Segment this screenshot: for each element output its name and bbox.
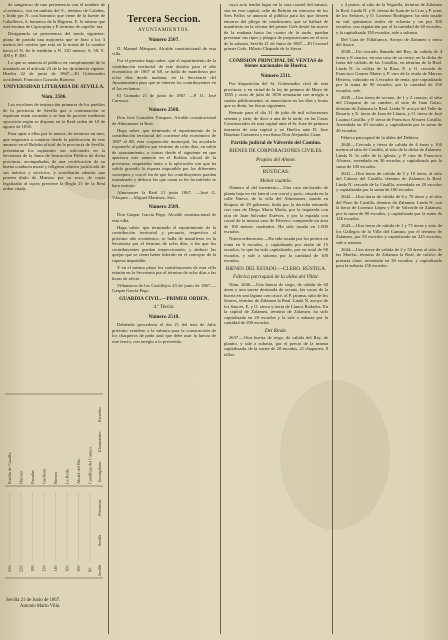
paragraph: Debiendo procederse el dia 21 del mes de Julio próximo venidero a la subasta para la construcción de los chaqueros de paño azul que debe usar la fuerza de este tercio, con arreglo a lo prevenido. xyxy=(112,322,216,344)
table-cell-amount: 100 xyxy=(76,565,81,572)
table-header-town: Guillena xyxy=(41,468,47,484)
paragraph: Y en el mismo plazo los contribuyentes de esta villa estarán en la Secretaria por el término de ocho días a las horas de oficio. xyxy=(112,264,216,281)
paragraph: Por disposición del Sr. Gobernador civil de esta provincia, y en virtud de la ley de primero de Mayo de 1855 y otras de julio de 1856 rematarán con arreglo a cuanto públicamente, se anunciaron en los días y horas que se dirán, las fincas siguientes. xyxy=(224,81,328,108)
bold-heading: Partido judicial de Valverde del Camino. xyxy=(230,139,322,146)
paragraph: y 4 partes, al sitio de la Vegaella, término de Zalamea la Real. Linda N. y E. tierras de Juan de la Cruz y P. otras de los Señores, y O. Lorenzo Rodriguez; ha sido tasada en mil quinientos reales de ochenta y un por 300 escudos; con regulación por el la cantidad de 60 escudos, y la capitalizada 150 escudos, sale a subasta. xyxy=(336,2,442,35)
column-rule xyxy=(332,4,333,634)
table-header-town: Puebla de Cazalla xyxy=(7,452,12,484)
paragraph: Designando su pertenencia del modo siguiente: punto de partida una mojonera que se hizo a los 3 metros del crestón que está en la mitad de la cumbre hacia el N. Se le medirán a N. 150 metros; S. 50; E. 100 y P. 300. xyxy=(3,31,105,58)
notice-number: Número 2511. xyxy=(260,72,292,79)
table-cell-amount: 190 xyxy=(30,565,35,572)
notice-number: Núm. 2506. xyxy=(41,93,67,100)
bold-heading: COMISION PRINCIPAL DE VENTAS de bienes nacionales de Huelva. xyxy=(229,57,323,69)
table-cell-amount: 110 xyxy=(53,565,58,572)
table-cell-amount: 100 xyxy=(64,565,70,572)
table-cell-amount: 250 xyxy=(7,565,12,572)
notice-number: Número 2510. xyxy=(148,313,180,320)
paragraph: Los escolares de instrucción primaria de los pueblos de la provincia de Sevilla que a continuación se expresan están vacantes y se han de proveer mediante oposición según se dispone en la Real orden de 10 de agosto de 1858. xyxy=(3,102,105,129)
section-heading: UNIVERSIDAD LITERARIA DE SEVILLA. xyxy=(3,84,105,90)
table-header-town: Brenes xyxy=(53,471,58,484)
paragraph: 2644.—Una tierra de cabida de 2 y 53 áreas al sitio de las Muelas, término de Zalamea la Real, de cultivo de primera clase; arrendada en 30 escudos, y capitalizado para la subasta 150 escudos. xyxy=(336,246,442,268)
paragraph: 2639.—Una tierra de secano, de 1 y 2 cuartos, al sitio del Chaparro de su cumbre, al sitio de Juan Galzo, término de Zalamea la Real. Linda N. arroyo del Valle de Rosario y E. tierra de Juan de Llanos, y O. tierra de José Lozano Castilla, y P. tierra de Francisco Alvarez Castilla. Arrendada en 40 escudos y capitalizada por la suma de 40 escudos. xyxy=(336,94,442,133)
paragraph: Lo que se anuncia al público en cumplimiento de lo mandado en el artículo 23 de la ley de minería vigente. Huelva 22 de junio de 1867.—El Gobernador accidental, Francisco Gonzalo Romero. xyxy=(3,60,105,82)
paragraph: 2640.—Cercado y tierra de cabida de 4 áreas y 100 metros al sitio de Castilla, al sitio de la dicha de Zalamea. Linda N. la calle de la iglesia, y P. otra de Francisco Alvarez, arrendado en 30 escudos y capitalizado por la suma de 100 escudos. xyxy=(336,141,442,169)
table-row-label: Sevilla xyxy=(97,564,102,576)
paragraph: Villanueva de los Castillejos 23 de junio de 1867.—Gaspar García Pego. xyxy=(112,282,216,293)
paragraph: 2637.—Otra huerta de riego, de cabida del Rey, de plantío, y sale a subasta, por el precio de la misma capitalizada, de la suerte de 20 escudos, 21 chaparros, 8 tallos. xyxy=(224,335,328,357)
paragraph: 2641.—Otra tierra de cabida de 5 y 10 áreas, al sitio del Cabeza del Castillo, término de Zalamea la Real. Linda N. cercado de la Castilla, arrendada en 20 escudos y capitalizada por la suma de 100 escudos. xyxy=(336,170,442,192)
column-4 xyxy=(336,2,442,636)
paragraph: Número al del inventario.—Una casa enclavado de planta baja en vía lateral con corral y pozo, situada en la calle Nueva, de la villa del Almonaster, tasada en bloques de 29 gobierno, linda por la derecha entrando con casa de Diego Maria Marín, por la izquierda con otra de Juan Salvador Estévez, y por la espalda con corral de la misma casa de Herrero; comprende un área de 160 metros cuadrados. Ha sido tasada en 1.000 escudos. xyxy=(224,185,328,234)
paragraph: Hago saber: que terminado el repartimiento de la contribución territorial del corriente año económico de 1867 al 68, esta corporación municipal, ha acordado exponerlo al público por término de ocho días, en salón de ayuntamiento, a contar desde el siguiente en que aparezca este anuncio en el Boletin oficial de la provincia, respetados tanto a la aplicación con que ha salido gravado la riqueza imponible por los diferentes conceptos y con el fin de que los contribuyentes puedan examinarlo y deducir las que crean se les ha inferido se haro notorio. xyxy=(112,127,216,188)
table-header-town: Paradas xyxy=(30,470,35,484)
centered-heading: BIENES DE CORPORACIONES CIVILES. xyxy=(229,148,323,154)
section-subtitle: AYUNTAMIENTOS. xyxy=(137,28,191,33)
schools-table-graphic xyxy=(3,392,105,580)
footer-signature: Antonio Mario Villa. xyxy=(20,604,61,609)
table-cell-amount: 220 xyxy=(18,565,24,572)
table-row-label: Incompletas xyxy=(97,461,102,482)
paragraph: Para optar a ellas por lo menos, de terminar un mes, que empezará a contarse desde la publicación de este anuncio en el Boletín oficial de la provincia de Sevilla, presentaran los aspirantes sus solicitudes en la Secretaria de la Junta de Instrucción Pública de dicha provincia, acompañadas de una certificación de su buena conducta moral y religiosa relativa justificada de sus méritos y servicios, y acreditarán además que poseen título de Maestro por su sexo; de copia legalizada al cuyos previene la Regla 25 de la Real orden citada. xyxy=(3,131,105,191)
table-cell-amount: 80 xyxy=(87,567,93,572)
table-row-label: Escuelas xyxy=(97,407,102,422)
table-row-label: Provincia xyxy=(97,499,102,516)
notice-number: Número 2508. xyxy=(148,106,180,113)
paragraph: Hago saber: que terminado el repartimiento de la contribución territorial y pecuaria, respectivo al próximo año económico, se halla de manifiesto en la Secretaria por el término de ocho días, a fin que los contribuyentes puedan inspeccionarlo, y deducir las quejas que se crean haber inferido en el concepto de la riqueza imponible. xyxy=(112,224,216,263)
paragraph: Fábrica parroquial de la aldea del Dehtera. xyxy=(341,134,420,140)
paragraph: do sangeroso de una pertenencia con el nombre de «Lorenzo», sita en umbria del S., término de Calañas, y linda por N. con barranco que viene de la fuente de Caballeros, S. barranco de la Higuera, E. lo mismo que está encima de Capicopita y P. termino de capella- nia. xyxy=(3,2,105,29)
column-rule xyxy=(220,4,221,634)
paragraph: Remate para el dia 31 de julio de mil ochocientos sesenta y siete, de doce a una de la tarde, en las Casas Consistoriales de esta capital ante el Sr. Juez de primera instancia de esta capital y en Huelva ante D. Jose Baudran Cartaneru y escribano Don Alejandro Cano. xyxy=(224,110,328,137)
italic-heading: Fábrica parroquial de la aldea del Villar. xyxy=(232,274,320,280)
notice-number: Número 2507. xyxy=(148,37,180,43)
column-2 xyxy=(112,2,216,636)
centered-heading: BIENES DEL ESTADO.—CLERO. RÚSTICA. xyxy=(225,265,327,272)
table-header-town: Alcalá del Río xyxy=(76,458,81,484)
separator-rule xyxy=(261,55,291,56)
table-row-label: Elementales xyxy=(97,431,102,452)
table-cell-amount: 150 xyxy=(41,565,47,572)
paragraph: Núm. 2636.—Una huerta de riego, de cabida de 40 áreas y una suerte destinada de secano, las vacas de la huerta en una laguna con cauce, al P. jarama, sitio de los Sauces, término de Zalamea la Real. Linda N. arroyo de los Sauces, E. y O. sierra y tierra de Llanos Rodados. En la capital de Zalamea, término de Zalamea, ha sido capitalizada en 20 escudos y la sale a subasta por la cantidad de 200 escudos. xyxy=(224,281,328,325)
paragraph: Por el presente hago saber: que el repartimiento de la contribución territorial de este distrito para el año económico de 1867 al 68, se halla de manifiesto por ocho días desde mañana, en la Secretaria del Ayuntamiento para que se enteren los contribuyentes en el los reclamos. xyxy=(112,58,216,91)
paragraph: 2642.—Otra tierra de cabida de 6 y 70 áreas y al sitio del Pozo de Castilla, término de Zalamea. Linda N. con la tierra de Lorenzo López y P. de Valverde de Zalamea, por la suma de 90 escudos, y capitalizada por la suma de 126 escudos. xyxy=(336,194,442,221)
centered-heading: 4.º Tercio. xyxy=(153,304,175,310)
table-header-town: Castilleja del Campo xyxy=(87,447,93,484)
schools-table xyxy=(3,392,105,580)
column-rule xyxy=(108,4,109,634)
section-title: Tercera Seccion. xyxy=(127,14,201,25)
centered-heading: RÚSTICAS. xyxy=(262,169,290,175)
paragraph: Del Cura de Villafranca. Arroyo de Zalamea y tierra del Sauce. xyxy=(336,36,442,47)
italic-heading: Del Rinde. xyxy=(264,327,288,334)
paragraph: Nueva ordenacion.—Ha sido tasada por los peritos en renta en 6 escudos, y capitalizada por razón de 15 escudos; lo que ha sido capitalizado, por en total de 90 escudos, y sale a subasta por la cantidad de 100 escudos. xyxy=(224,236,328,263)
paragraph: D. Manuel Márquez, Alcalde constitucional de esta villa. xyxy=(112,45,216,56)
paragraph: 2643.—Otra tierra de cabida de 1 y 75 áreas y sitio de los Gallegos de la Villa del Camino, por el término de Zalamea, por 50 escudos y capitalizado en 225 escudos, sale a subasta. xyxy=(336,223,442,245)
italic-heading: Menor cuantía. xyxy=(260,177,292,184)
table-header-town: La Roda xyxy=(64,469,70,484)
paragraph: El Granado 21 de junio de 1867. —P. O., José Carrasco. xyxy=(112,92,216,103)
table-header-town: Huévar xyxy=(18,471,24,484)
notice-number: Número 2509. xyxy=(148,203,180,210)
italic-heading: Propios del Almon. xyxy=(256,156,296,163)
paragraph: 2638.—Un cercado llamado del Rey, de cabida de 4 áreas y 8 cuartos, en una casa de su cierre, en la dicha de fuera del vallado de las Castillas, en término de la Real. Linda N. la calleja de la Rasa, E. y O. cercado de Francisco Gomez Mateo y P. otro de la viuda de Marcos Herrera, valorado en 3 escudos de renta, que capitalizado por la suma de 90 escudos, por la cantidad de 250 escudos, sale. xyxy=(336,49,442,93)
table-row-label: Sevilla xyxy=(97,534,102,546)
footer-place-date: Sevilla 21 de Junio de 1867. xyxy=(6,598,61,603)
paragraph: cuyo acto tendrá lugar en la casa cuartel del mismo, sita en esta capital, calle de Beltrán en concurso de los Sres Fallos se anuncia al público para los que deseen entrarse del pliego de condiciones, que se hallará de manifiesto en la oficina del primer Gefe desde las nueve de la mañana hasta las cuatro de la tarde, puedan presentar sus tipos y pliegos de proposiciones en el acto de la subasta. Sevilla 21 de Junio de 1867.—El Coronel primer Gefe, Hilario Chapado de la Sierra. xyxy=(224,2,328,51)
column-3 xyxy=(224,2,328,636)
separator-rule xyxy=(261,166,291,167)
paragraph: Don José Gonzalez Vázquez, Alcalde constitucional de Almonaster la Real. xyxy=(112,115,216,126)
footer xyxy=(6,598,106,610)
bold-heading: GUARDIA CIVIL.—PRIMER ORDEN. xyxy=(119,295,209,302)
paragraph: Almonaster la Real 21 junio 1867. —José G. Vázquez.—Miguel Martinez, Srio. xyxy=(112,189,216,200)
paragraph: Don Gaspar Garcia Pego, Alcalde constitucional de esta villa. xyxy=(112,212,216,223)
